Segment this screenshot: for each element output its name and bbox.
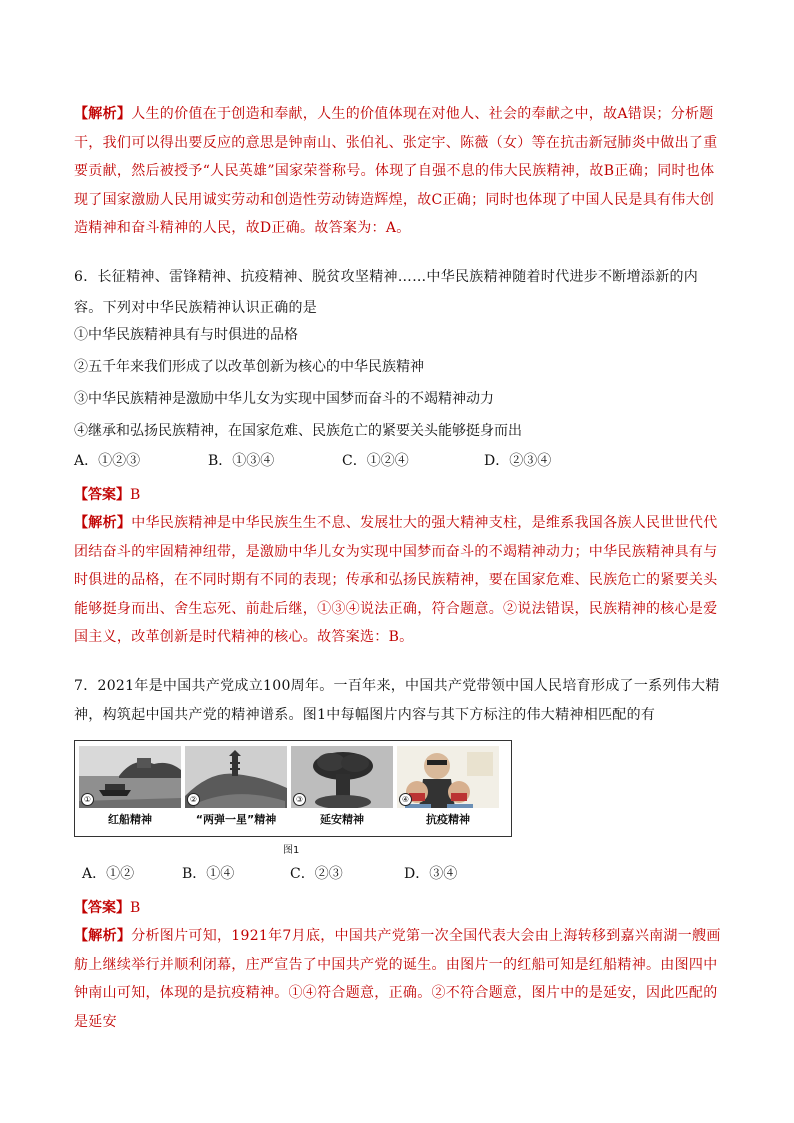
panel-number: ③: [293, 793, 306, 806]
analysis-tag: 【解析】: [74, 928, 132, 944]
panel-caption: 红船精神: [108, 813, 152, 826]
q6-option-b: B．①③④: [208, 453, 275, 469]
portrait-poster-image: [397, 746, 499, 808]
figure-panel-3: [291, 746, 393, 831]
panel-number: ④: [399, 793, 412, 806]
q6-answer: [74, 484, 140, 504]
question-6-stem: 6．长征精神、雷锋精神、抗疫精神、脱贫攻坚精神……中华民族精神随着时代进步不断增添新的内容。下列对中华民族精神认识正确的是: [74, 269, 699, 316]
figure-panel-2: [185, 746, 287, 831]
q6-analysis: [74, 509, 722, 652]
q7-option-c: C．②③: [290, 866, 343, 882]
figure-panel-4: [397, 746, 499, 831]
analysis-text: 分析图片可知，1921年7月底，中国共产党第一次全国代表大会由上海转移到嘉兴南湖一艘画舫上继续举行并顺利闭幕，庄严宣告了中国共产党的诞生。由图片一的红船可知是红船精神。由图四中钟南山可知，体现的是抗疫精神。①④符合题意，正确。②不符合题意，图片中的是延安，因此匹配的是延安: [74, 928, 721, 1030]
panel-caption: 延安精神: [320, 813, 364, 826]
answer-tag: 【答案】: [74, 487, 130, 503]
panel-number: ①: [81, 793, 94, 806]
figure-1: [74, 740, 512, 837]
figure-panel-1: [79, 746, 181, 831]
q7-analysis: [74, 922, 722, 1036]
analysis-tag: 【解析】: [74, 106, 132, 122]
figure-caption: 图1: [283, 845, 300, 856]
analysis-paragraph-q5: [74, 100, 722, 243]
analysis-text: 中华民族精神是中华民族生生不息、发展壮大的强大精神支柱，是维系我国各族人民世世代代团结奋斗的牢固精神纽带，是激励中华儿女为实现中国梦而奋斗的不竭精神动力；中华民族精神具有与时俱进的品格，在不同时期有不同的表现；传承和弘扬民族精神，要在国家危难、民族危亡的紧要关头能够挺身而出、舍生忘死、前赴后继，①③④说法正确，符合题意。②说法错误，民族精神的核心是爱国主义，改革创新是时代精神的核心。故答案选：B。: [74, 515, 718, 645]
analysis-tag: 【解析】: [74, 515, 132, 531]
q6-item-3: ③中华民族精神是激励中华儿女为实现中国梦而奋斗的不竭精神动力: [74, 391, 494, 407]
q7-option-d: D．③④: [404, 866, 458, 882]
q6-item-4: ④继承和弘扬民族精神，在国家危难、民族危亡的紧要关头能够挺身而出: [74, 423, 522, 439]
answer-value: B: [130, 487, 141, 503]
answer-value: B: [130, 900, 141, 916]
question-7-stem: 7．2021年是中国共产党成立100周年。一百年来，中国共产党带领中国人民培育形成了一系列伟大精神，构筑起中国共产党的精神谱系。图1中每幅图片内容与其下方标注的伟大精神相匹配的有: [74, 678, 720, 723]
panel-number: ②: [187, 793, 200, 806]
q6-option-a: A．①②③: [74, 453, 141, 469]
q7-option-b: B．①④: [182, 866, 235, 882]
q7-option-a: A．①②: [82, 866, 135, 882]
analysis-text: 人生的价值在于创造和奉献，人生的价值体现在对他人、社会的奉献之中，故A错误；分析题干，我们可以得出要反应的意思是钟南山、张伯礼、张定宇、陈薇（女）等在抗击新冠肺炎中做出了重要贡献，然后被授予“人民英雄”国家荣誉称号。体现了自强不息的伟大民族精神，故B正确；同时也体现了国家激励人民用诚实劳动和创造性劳动铸造辉煌，故C正确；同时也体现了中国人民是具有伟大创造精神和奋斗精神的人民，故D正确。故答案为：A。: [74, 106, 718, 236]
q6-item-2: ②五千年来我们形成了以改革创新为核心的中华民族精神: [74, 359, 424, 375]
q6-option-d: D．②③④: [484, 453, 552, 469]
red-boat-photo: [79, 746, 181, 808]
pagoda-hill-photo: [185, 746, 287, 808]
mushroom-cloud-photo: [291, 746, 393, 808]
panel-caption: 抗疫精神: [426, 813, 470, 826]
panel-caption: “两弹一星”精神: [195, 813, 277, 826]
q7-answer: [74, 897, 140, 917]
answer-tag: 【答案】: [74, 900, 130, 916]
q6-option-c: C．①②④: [342, 453, 409, 469]
q6-item-1: ①中华民族精神具有与时俱进的品格: [74, 327, 298, 343]
